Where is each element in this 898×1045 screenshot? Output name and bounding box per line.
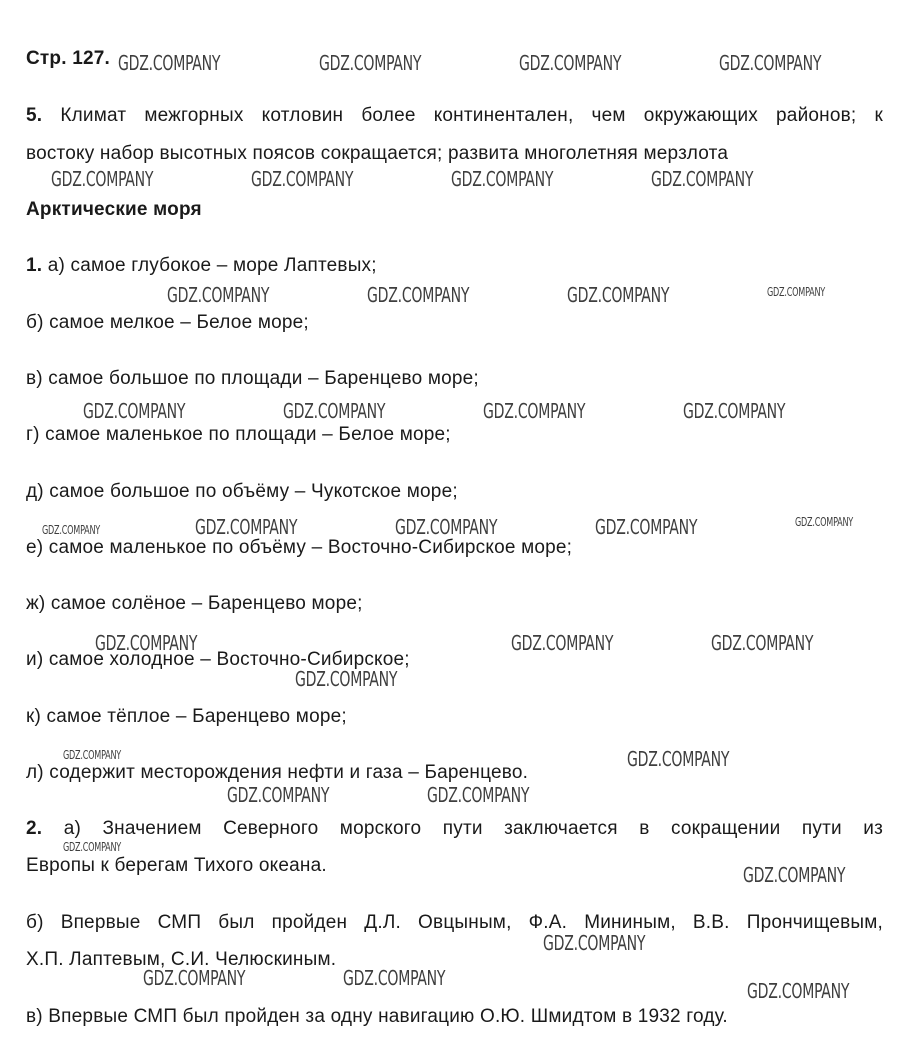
q1-item-d: д) самое большое по объёму – Чукотское море; bbox=[26, 481, 458, 502]
watermark: GDZ.COMPANY bbox=[295, 667, 398, 691]
watermark: GDZ.COMPANY bbox=[767, 285, 826, 299]
watermark: GDZ.COMPANY bbox=[343, 966, 446, 990]
q5-text-line1: Климат межгорных котловин более континентален, чем окружающих районов; к bbox=[42, 105, 883, 126]
watermark: GDZ.COMPANY bbox=[747, 979, 850, 1003]
watermark: GDZ.COMPANY bbox=[451, 167, 554, 191]
q1-item-zh: ж) самое солёное – Баренцево море; bbox=[26, 593, 363, 614]
watermark: GDZ.COMPANY bbox=[319, 51, 422, 75]
q1-item-g: г) самое маленькое по площади – Белое море; bbox=[26, 424, 451, 445]
q2-item-a-line2: Европы к берегам Тихого океана. bbox=[26, 855, 327, 876]
watermark: GDZ.COMPANY bbox=[567, 283, 670, 307]
watermark: GDZ.COMPANY bbox=[51, 167, 154, 191]
watermark: GDZ.COMPANY bbox=[543, 931, 646, 955]
q2-item-b-line1: б) Впервые СМП был пройден Д.Л. Овцыным, Ф.А. Мининым, В.В. Прончищевым, bbox=[26, 912, 883, 933]
watermark: GDZ.COMPANY bbox=[143, 966, 246, 990]
watermark: GDZ.COMPANY bbox=[511, 631, 614, 655]
q5-number: 5. bbox=[26, 105, 43, 126]
watermark: GDZ.COMPANY bbox=[395, 515, 498, 539]
watermark: GDZ.COMPANY bbox=[227, 783, 330, 807]
watermark: GDZ.COMPANY bbox=[795, 515, 854, 529]
watermark: GDZ.COMPANY bbox=[42, 523, 101, 537]
q2-number: 2. bbox=[26, 818, 43, 839]
q2-item-a-line1 bbox=[26, 817, 883, 841]
q1-item-b: б) самое мелкое – Белое море; bbox=[26, 312, 309, 333]
watermark: GDZ.COMPANY bbox=[167, 283, 270, 307]
watermark: GDZ.COMPANY bbox=[283, 399, 386, 423]
q5-text-line2: востоку набор высотных поясов сокращается; развита многолетняя мерзлота bbox=[26, 143, 729, 164]
watermark: GDZ.COMPANY bbox=[483, 399, 586, 423]
page-header: Стр. 127. bbox=[26, 48, 110, 69]
q1-item-a bbox=[26, 254, 377, 278]
watermark: GDZ.COMPANY bbox=[743, 863, 846, 887]
q5-paragraph-line1 bbox=[26, 104, 883, 128]
watermark: GDZ.COMPANY bbox=[427, 783, 530, 807]
q1-item-k: к) самое тёплое – Баренцево море; bbox=[26, 706, 347, 727]
q1-item-e: е) самое маленькое по объёму – Восточно-Сибирское море; bbox=[26, 537, 573, 558]
watermark: GDZ.COMPANY bbox=[627, 747, 730, 771]
watermark: GDZ.COMPANY bbox=[251, 167, 354, 191]
q1-number: 1. bbox=[26, 255, 43, 276]
watermark: GDZ.COMPANY bbox=[651, 167, 754, 191]
watermark: GDZ.COMPANY bbox=[195, 515, 298, 539]
watermark: GDZ.COMPANY bbox=[719, 51, 822, 75]
watermark: GDZ.COMPANY bbox=[63, 840, 122, 854]
q2-a-text-line1: а) Значением Северного морского пути заключается в сокращении пути из bbox=[42, 818, 883, 839]
watermark: GDZ.COMPANY bbox=[83, 399, 186, 423]
q1-item-i: и) самое холодное – Восточно-Сибирское; bbox=[26, 649, 410, 670]
watermark: GDZ.COMPANY bbox=[519, 51, 622, 75]
watermark: GDZ.COMPANY bbox=[711, 631, 814, 655]
q1-a-text: а) самое глубокое – море Лаптевых; bbox=[42, 255, 377, 276]
watermark: GDZ.COMPANY bbox=[95, 631, 198, 655]
q1-item-v: в) самое большое по площади – Баренцево море; bbox=[26, 368, 479, 389]
watermark: GDZ.COMPANY bbox=[683, 399, 786, 423]
q2-item-b-line2: Х.П. Лаптевым, С.И. Челюскиным. bbox=[26, 949, 337, 970]
watermark: GDZ.COMPANY bbox=[118, 51, 221, 75]
watermark: GDZ.COMPANY bbox=[595, 515, 698, 539]
watermark: GDZ.COMPANY bbox=[367, 283, 470, 307]
q2-item-v: в) Впервые СМП был пройден за одну навигацию О.Ю. Шмидтом в 1932 году. bbox=[26, 1006, 728, 1027]
watermark: GDZ.COMPANY bbox=[63, 748, 122, 762]
section-title: Арктические моря bbox=[26, 199, 202, 220]
q1-item-l: л) содержит месторождения нефти и газа – Баренцево. bbox=[26, 762, 529, 783]
